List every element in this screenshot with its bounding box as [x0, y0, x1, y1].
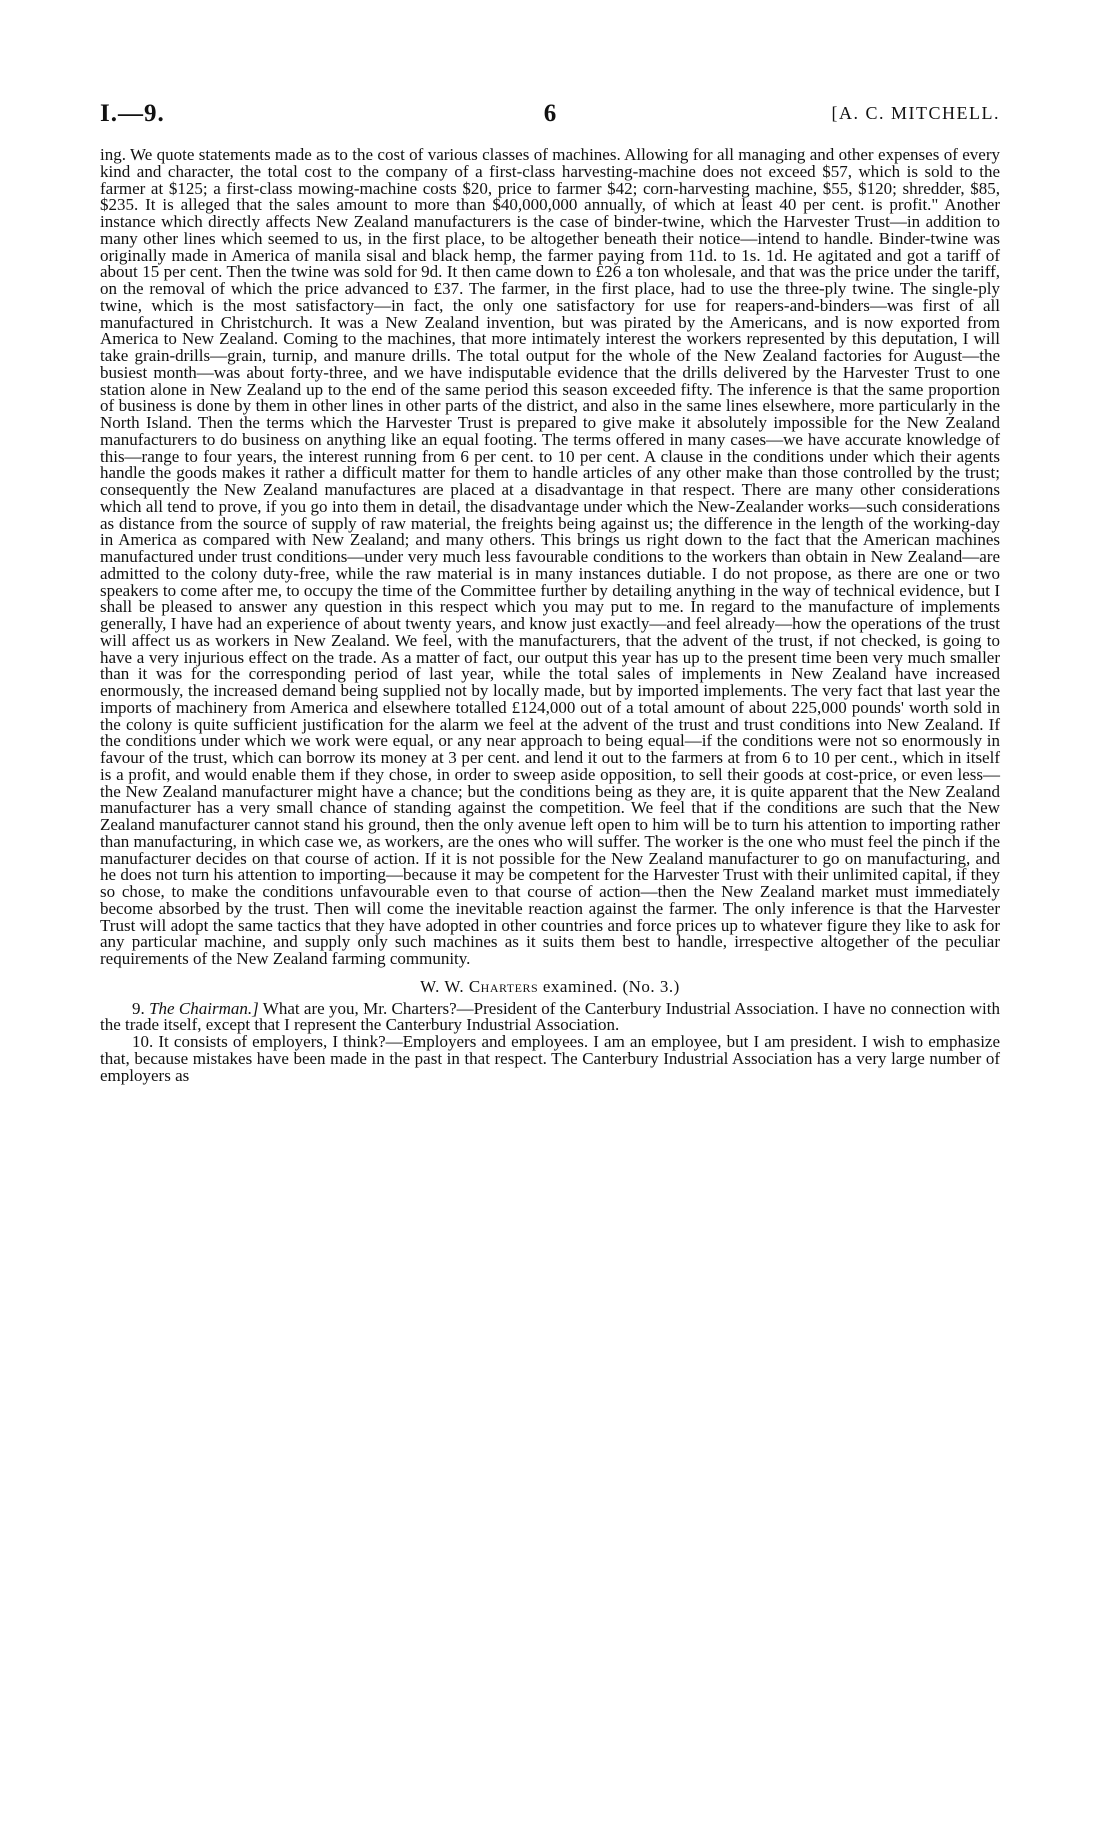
witness-initials: W. W.: [420, 976, 465, 996]
examination-note: examined. (No. 3.): [542, 976, 680, 996]
question-paragraph: [100, 1034, 1000, 1084]
page-body: [100, 147, 1000, 1084]
continuation-paragraph: ing. We quote statements made as to the cost of various classes of machines. Allowing for all managing and other expenses of every kind and character, the total cost to the company of a first-class harvesting-machine does not exceed $57, which is sold to the farmer at $125; a first-class mowing-machine costs $20, price to farmer $42; corn-harvesting machine, $55, $120; shredder, $85, $235. It is alleged that the sales amount to more than $40,000,000 annually, of which at least 40 per cent. is profit." Another instance which directly affects New Zealand manufacturers is the case of binder-twine, which the Harvester Trust—in addition to many other lines which seemed to us, in the first place, to be altogether beneath their notice—intend to handle. Binder-twine was originally made in America of manila sisal and black hemp, the farmer paying from 11d. to 1s. 1d. He agitated and got a tariff of about 15 per cent. Then the twine was sold for 9d. It then came down to £26 a ton wholesale, and that was the price under the tariff, on the removal of which the price advanced to £37. The farmer, in the first place, had to use the three-ply twine. The single-ply twine, which is the most satisfactory—in fact, the only one satisfactory for use for reapers-and-binders—was first of all manufactured in Christchurch. It was a New Zealand invention, but was pirated by the Americans, and is now exported from America to New Zealand. Coming to the machines, that more intimately interest the workers represented by this deputation, I will take grain-drills—grain, turnip, and manure drills. The total output for the whole of the New Zealand factories for August—the busiest month—was about forty-three, and we have indisputable evidence that the drills delivered by the Harvester Trust to one station alone in New Zealand up to the end of the same period this season exceeded fifty. The inference is that the same proportion of business is done by them in other lines in other parts of the district, and also in the same lines elsewhere, more particularly in the North Island. Then the terms which the Harvester Trust is prepared to give make it absolutely impossible for the New Zealand manufacturers to do business on anything like an equal footing. The terms offered in many cases—we have accurate knowledge of this—range to four years, the interest running from 6 per cent. to 10 per cent. A clause in the conditions under which their agents handle the goods makes it rather a difficult matter for them to handle articles of any other make than those controlled by the trust; consequently the New Zealand manufactures are placed at a disadvantage in that respect. There are many other considerations which all tend to prove, if you go into them in detail, the disadvantage under which the New-Zealander works—such considerations as distance from the source of supply of raw material, the freights being against us; the difference in the length of the working-day in America as compared with New Zealand; and many others. This brings us right down to the fact that the American machines manufactured under trust conditions—under very much less favourable conditions to the workers than obtain in New Zealand—are admitted to the colony duty-free, while the raw material is in many instances dutiable. I do not propose, as there are one or two speakers to come after me, to occupy the time of the Committee further by detailing anything in the way of technical evidence, but I shall be pleased to answer any question in this respect which you may put to me. In regard to the manufacture of implements generally, I have had an experience of about twenty years, and know just exactly—and feel already—how the operations of the trust will affect us as workers in New Zealand. We feel, with the manufacturers, that the advent of the trust, if not checked, is going to have a very injurious effect on the trade. As a matter of fact, our output this year has up to the present time been very much smaller than it was for the corresponding period of last year, while the total sales of implements in New Zealand have increased enormously, the increased demand being supplied not by locally made, but by imported implements. The very fact that last year the imports of machinery from America and elsewhere totalled £124,000 out of a total amount of about 225,000 pounds' worth sold in the colony is quite sufficient justification for the alarm we feel at the advent of the trust and trust conditions into New Zealand. If the conditions under which we work were equal, or any near approach to being equal—if the conditions were not so enormously in favour of the trust, which can borrow its money at 3 per cent. and lend it out to the farmers at from 6 to 10 per cent., which in itself is a profit, and would enable them if they chose, in order to sweep aside opposition, to sell their goods at cost-price, or even less—the New Zealand manufacturer might have a chance; but the conditions being as they are, it is quite apparent that the New Zealand manufacturer has a very small chance of standing against the competition. We feel that if the conditions are such that the New Zealand manufacturer cannot stand his ground, then the only avenue left open to him will be to turn his attention to importing rather than manufacturing, in which case we, as workers, are the ones who will suffer. The worker is the one who must feel the pinch if the manufacturer decides on that course of action. If it is not possible for the New Zealand manufacturer to go on manufacturing, and he does not turn his attention to importing—because it may be competent for the Harvester Trust with their unlimited capital, if they so chose, to make the conditions unfavourable even to that course of action—then the New Zealand market must immediately become absorbed by the trust. Then will come the inevitable reaction against the farmer. The only inference is that the Harvester Trust will adopt the same tactics that they have adopted in other countries and force prices up to whatever figure they like to ask for any particular machine, and supply only such machines as it suits them best to handle, irrespective altogether of the peculiar requirements of the New Zealand farming community.: [100, 145, 1000, 968]
witness-subheading: [100, 976, 1000, 996]
witness-name: [A. C. MITCHELL.: [831, 103, 1000, 123]
paper-reference: I.—9.: [100, 100, 165, 127]
witness-surname: Charters: [468, 976, 539, 996]
question-number: 9.: [132, 998, 145, 1018]
page-header: [100, 100, 1000, 134]
page-number: 6: [543, 100, 557, 127]
question-text: What are you, Mr. Charters?—President of the Canterbury Industrial Association. I have no connection with the trade itself, except that I represent the Canterbury Industrial Association.: [100, 998, 1000, 1035]
question-text: It consists of employers, I think?—Employers and employees. I am an employee, but I am president. I wish to emphasize that, because mistakes have been made in the past in that respect. The Canterbury Industrial Association has a very large number of employers as: [100, 1032, 1001, 1085]
question-paragraph: [100, 998, 1000, 1035]
question-number: 10.: [132, 1032, 154, 1051]
question-speaker: The Chairman.]: [149, 998, 259, 1018]
